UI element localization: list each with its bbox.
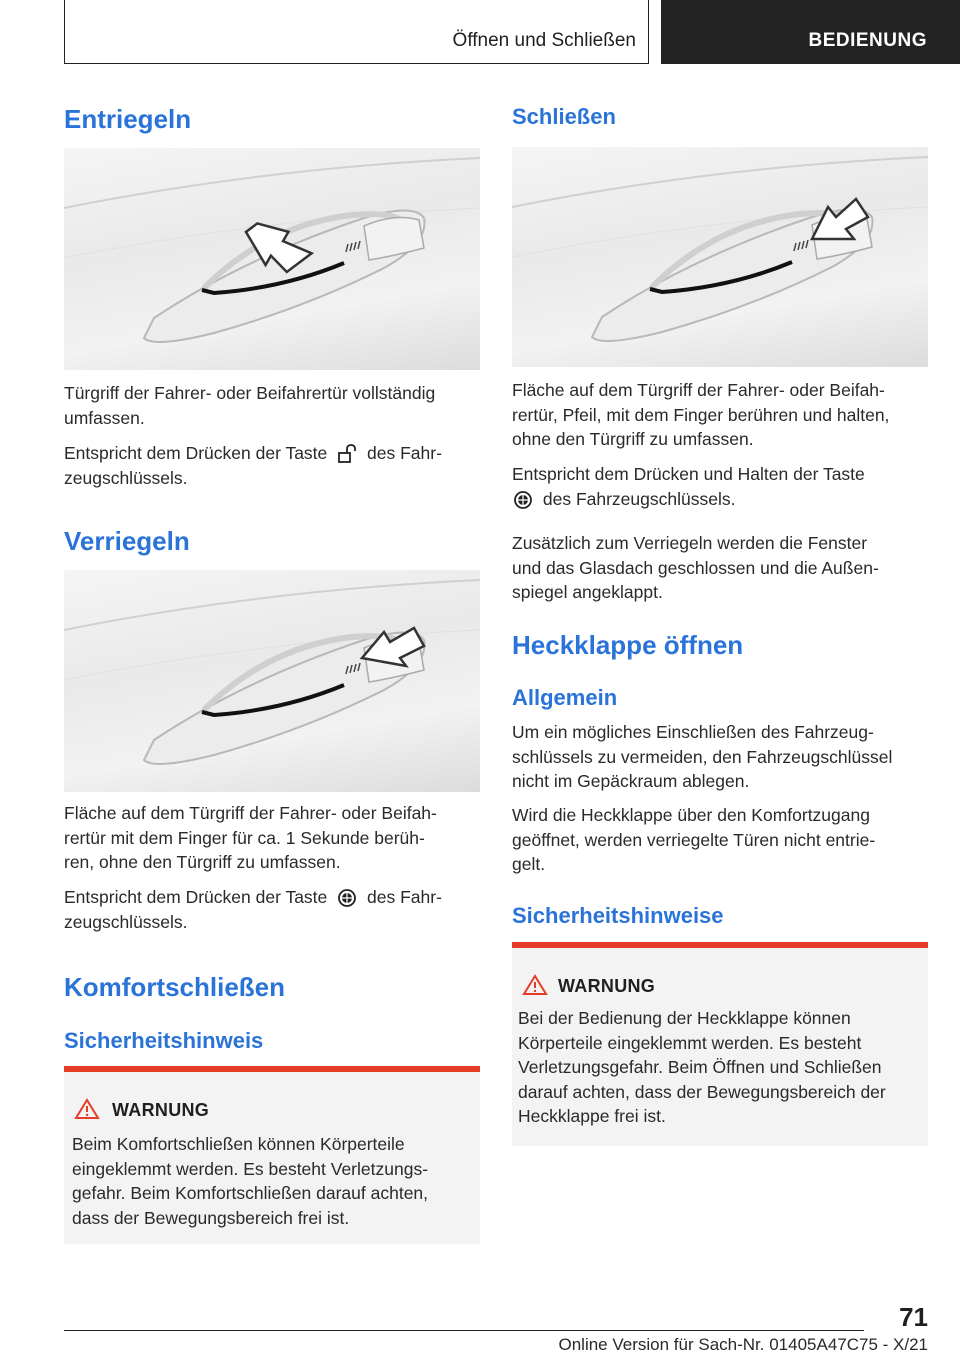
text-line: ohne den Türgriff zu umfassen. [512,429,754,449]
subheading-allgemein: Allgemein [512,685,618,710]
text-schliessen-3 [512,531,879,605]
text-line: Fläche auf dem Türgriff der Fahrer- oder Beifah- [64,803,437,823]
text-heckklappe-2 [512,803,875,877]
warning-box-heckklappe [512,942,928,1146]
text-line [512,487,865,512]
text-fragment: des Fahr- [367,443,442,463]
text-line: zeugschlüssels. [64,467,188,488]
warning-triangle-icon [522,974,548,996]
text-schliessen-1 [512,378,889,452]
text-verriegeln-1 [64,801,437,875]
lock-key-icon [508,489,538,511]
subheading-sicherheitshinweis: Sicherheitshinweis [64,1028,264,1053]
heading-komfortschliessen: Komfortschließen [64,972,286,1002]
heading-heckklappe: Heckklappe öffnen [512,630,744,660]
text-line: darauf achten, dass der Bewegungsbereich der [518,1081,886,1102]
warning-label: WARNUNG [558,976,656,996]
door-handle-illustration [512,147,928,367]
text-line: Beim Komfortschließen können Körperteile [72,1134,405,1154]
text-line: und das Glasdach geschlossen und die Außen- [512,557,879,578]
text-line: Heckklappe frei ist. [518,1106,666,1126]
subheading-sicherheitshinweise: Sicherheitshinweise [512,903,724,928]
heading-entriegeln: Entriegeln [64,104,192,134]
text-line: Wird die Heckklappe über den Komfortzugang [512,805,870,825]
text-schliessen-2 [512,462,865,511]
warning-box-komfort [64,1066,480,1244]
text-line: rertür mit dem Finger für ca. 1 Sekunde berüh- [64,827,425,848]
header-chapter-title: BEDIENUNG [808,30,927,51]
text-line: Zusätzlich zum Verriegeln werden die Fenster [512,533,868,553]
header-section-title: Öffnen und Schließen [452,30,636,51]
text-line: Fläche auf dem Türgriff der Fahrer- oder Beifah- [512,380,885,400]
text-fragment: des Fahrzeugschlüssels. [542,488,736,509]
text-line: ren, ohne den Türgriff zu umfassen. [64,852,341,872]
text-line: zeugschlüssels. [64,911,188,932]
unlock-icon [332,443,362,465]
text-fragment: des Fahr- [367,887,442,907]
footer-rule [64,1330,864,1331]
door-handle-illustration [64,148,480,370]
text-line: schlüssels zu vermeiden, den Fahrzeugschlüssel [512,746,893,767]
warning-text-komfort [72,1132,428,1230]
figure-door-handle-unlock [64,148,480,370]
text-verriegeln-2 [64,885,442,934]
page-number: 71 [899,1302,928,1332]
text-line [64,885,442,910]
text-entriegeln-2 [64,441,442,490]
text-line: eingeklemmt werden. Es besteht Verletzungs- [72,1158,429,1179]
footer-online-version: Online Version für Sach-Nr. 01405A47C75 - X/21 [558,1335,928,1354]
heading-schliessen: Schließen [512,104,616,129]
lock-key-icon [332,887,362,909]
text-line: gefahr. Beim Komfortschließen darauf achten, [72,1183,429,1203]
figure-door-handle-lock [64,570,480,792]
text-fragment: Entspricht dem Drücken der Taste [64,887,328,907]
text-line: Türgriff der Fahrer- oder Beifahrertür vollständig [64,383,436,403]
text-line: Körperteile eingeklemmt werden. Es besteht [518,1032,862,1053]
text-line: umfassen. [64,407,145,428]
text-line: gelt. [512,854,546,874]
text-line: Verletzungsgefahr. Beim Öffnen und Schließen [518,1057,882,1077]
text-line: geöffnet, werden verriegelte Türen nicht entrie- [512,829,876,850]
text-fragment: Entspricht dem Drücken der Taste [64,443,328,463]
text-line [64,441,442,466]
text-heckklappe-1 [512,720,892,794]
warning-triangle-icon [74,1098,100,1120]
text-line: Um ein mögliches Einschließen des Fahrzeug- [512,722,874,742]
text-line: rertür, Pfeil, mit dem Finger berühren und halten, [512,404,890,425]
warning-label: WARNUNG [112,1100,210,1120]
text-line: Entspricht dem Drücken und Halten der Taste [512,464,865,484]
text-line: spiegel angeklappt. [512,582,663,602]
heading-verriegeln: Verriegeln [64,526,190,556]
text-line: dass der Bewegungsbereich frei ist. [72,1207,350,1228]
figure-door-handle-close [512,147,928,367]
door-handle-illustration [64,570,480,792]
text-line: Bei der Bedienung der Heckklappe können [518,1008,851,1028]
warning-text-heckklappe [518,1006,886,1129]
text-line: nicht im Gepäckraum ablegen. [512,771,750,791]
text-entriegeln-1 [64,381,435,430]
